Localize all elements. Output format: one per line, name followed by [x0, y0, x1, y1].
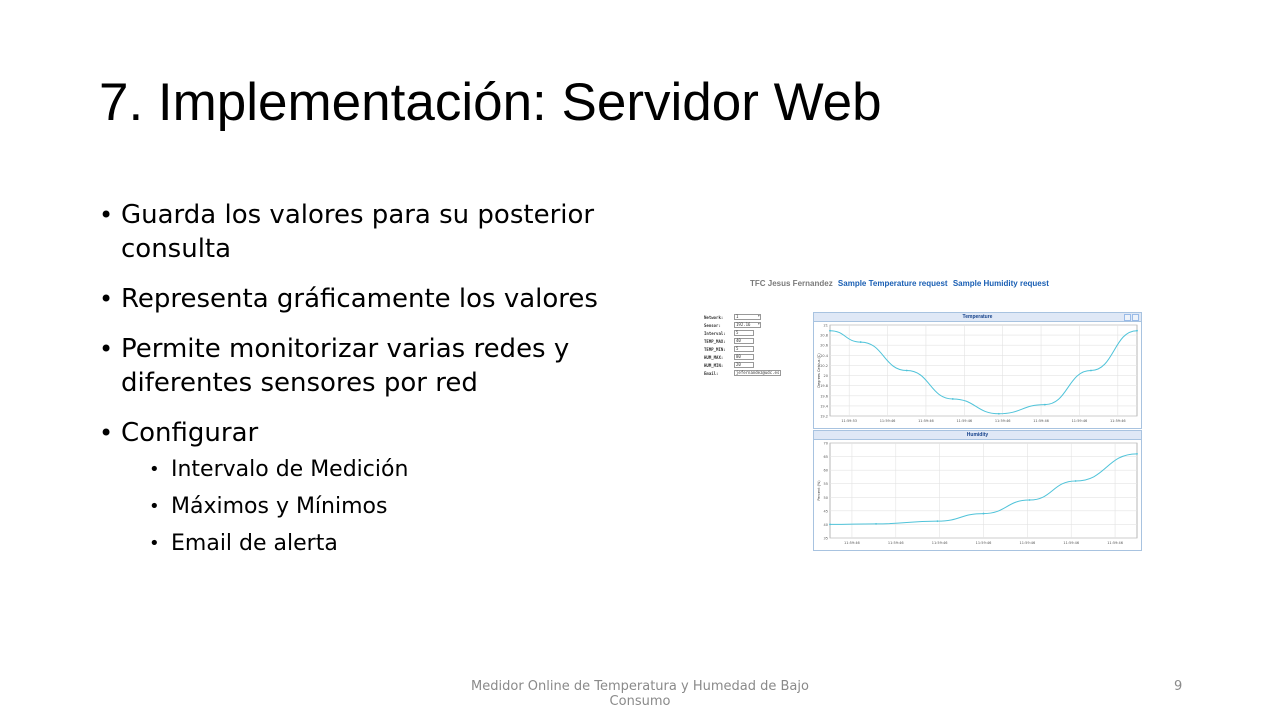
hum-max-label: HUM_MAX: [704, 354, 724, 360]
interval-label: Interval: [704, 330, 726, 336]
temp-max-input[interactable]: 40 [734, 338, 754, 344]
email-input[interactable]: jefernandez@udc.es [736, 370, 780, 375]
y-tick-label: 19.8 [820, 384, 828, 389]
humidity-request-link[interactable]: Sample Humidity request [952, 279, 1049, 288]
bullet-list [99, 198, 639, 574]
y-tick-label: 20.2 [820, 363, 828, 368]
bullet-item: • Permite monitorizar varias redes y diferentes sensores por red [99, 332, 639, 400]
brand-label: TFC Jesus Fernandez [750, 279, 833, 288]
data-point [1029, 499, 1031, 501]
x-tick-label: 11:59:46 [844, 541, 860, 545]
temperature-chart-panel [813, 312, 1142, 429]
x-tick-label: 11:59:46 [931, 541, 948, 545]
data-point [937, 520, 939, 522]
y-tick-label: 19.4 [820, 404, 828, 409]
data-point [1075, 480, 1077, 482]
slide-footer: Medidor Online de Temperatura y Humedad de Bajo Consumo [471, 679, 809, 709]
x-tick-label: 11:59:46 [887, 541, 904, 545]
temperature-chart-title: Temperature [962, 314, 993, 320]
slide-title: 7. Implementación: Servidor Web [99, 73, 882, 132]
y-tick-label: 19.6 [820, 394, 828, 399]
x-tick-label: 11:59:46 [879, 419, 896, 423]
y-tick-label: 19.2 [820, 414, 828, 419]
y-tick-label: 50 [823, 495, 828, 500]
y-tick-label: 45 [823, 509, 828, 514]
y-tick-label: 21 [823, 323, 828, 328]
humidity-chart-header [814, 431, 1141, 440]
network-select[interactable]: 1 ▾ [734, 314, 761, 320]
x-tick-label: 11:59:53 [841, 419, 858, 423]
data-point [1136, 453, 1138, 455]
zoom-icon[interactable] [1124, 314, 1131, 321]
screenshot-nav [750, 279, 1049, 288]
temp-min-input[interactable]: 5 [734, 346, 754, 352]
hum-min-label: HUM_MIN: [704, 362, 724, 368]
data-point [952, 398, 954, 400]
y-tick-label: 20.6 [820, 343, 828, 348]
sub-bullet-item: • Máximos y Mínimos [149, 493, 639, 521]
humidity-chart-title: Humidity [966, 432, 989, 438]
web-server-screenshot [700, 275, 1170, 560]
temp-min-label: TEMP_MIN: [704, 346, 726, 352]
y-tick-label: 65 [823, 455, 828, 460]
x-tick-label: 11:59:46 [1033, 419, 1049, 423]
network-label: Network: [704, 314, 724, 320]
data-point [829, 524, 831, 526]
x-tick-label: 11:59:46 [1019, 541, 1036, 545]
y-tick-label: 70 [823, 441, 828, 446]
sensor-label: Sensor: [704, 322, 721, 328]
x-tick-label: 11:59:46 [1071, 419, 1088, 423]
data-point [875, 523, 877, 525]
y-tick-label: 20 [823, 374, 828, 379]
temperature-request-link[interactable]: Sample Temperature request [837, 279, 948, 288]
interval-input[interactable]: 5 [734, 330, 754, 336]
hum-min-input[interactable]: 20 [734, 362, 754, 368]
data-point [983, 513, 985, 515]
data-point [1044, 404, 1046, 406]
email-label: Email: [704, 370, 719, 376]
bullet-item: • Guarda los valores para su posterior consulta [99, 198, 639, 266]
hum-max-input[interactable]: 80 [734, 354, 754, 360]
bullet-text: Configurar [121, 418, 259, 448]
data-point [1090, 370, 1092, 372]
bullet-item [99, 416, 639, 558]
y-tick-label: 35 [823, 536, 828, 541]
bullet-item: • Representa gráficamente los valores [99, 282, 639, 316]
data-point [829, 330, 831, 332]
temperature-chart [814, 322, 1141, 428]
sub-bullet-item: • Intervalo de Medición [149, 456, 639, 484]
sub-bullet-item: • Email de alerta [149, 530, 639, 558]
x-tick-label: 11:59:46 [975, 541, 992, 545]
y-axis-label: Percent (%) [817, 480, 821, 501]
page-number: 9 [1174, 679, 1183, 694]
data-point [860, 341, 862, 343]
x-tick-label: 11:59:46 [956, 419, 973, 423]
config-form [704, 313, 781, 377]
y-tick-label: 40 [823, 522, 828, 527]
temperature-chart-header [814, 313, 1141, 322]
y-tick-label: 55 [823, 482, 828, 487]
x-tick-label: 11:59:46 [994, 419, 1011, 423]
data-point [906, 370, 908, 372]
sensor-select[interactable]: 192.16 ▾ [734, 322, 761, 328]
y-axis-label: Degrees Celsius (C) [817, 353, 821, 388]
data-point [1136, 330, 1138, 332]
x-tick-label: 11:59:46 [1063, 541, 1080, 545]
y-tick-label: 60 [823, 468, 828, 473]
humidity-chart-panel [813, 430, 1142, 551]
maximize-icon[interactable] [1132, 314, 1139, 321]
y-tick-label: 20.4 [820, 353, 828, 358]
temp-max-label: TEMP_MAX: [704, 338, 726, 344]
data-point [998, 413, 1000, 415]
humidity-chart [814, 440, 1141, 550]
x-tick-label: 11:59:46 [1107, 541, 1123, 545]
x-tick-label: 11:59:46 [1109, 419, 1126, 423]
sub-bullet-list [149, 456, 639, 558]
x-tick-label: 11:59:46 [918, 419, 934, 423]
y-tick-label: 20.8 [820, 333, 828, 338]
